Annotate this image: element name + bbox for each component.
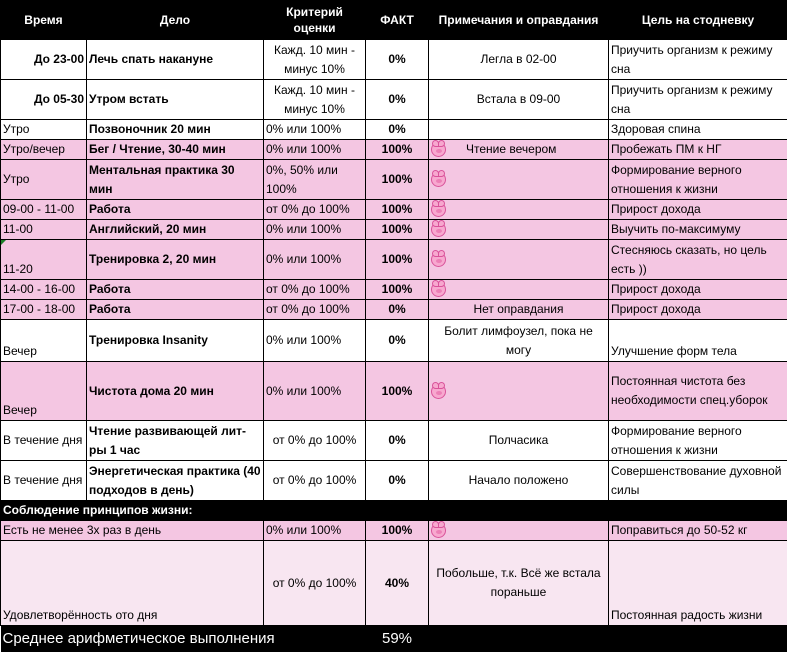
table-row	[1, 320, 787, 362]
cell-time[interactable]: Утро	[1, 120, 87, 140]
pig-sticker-icon	[431, 202, 446, 217]
cell-goal[interactable]: Поправиться до 50-52 кг	[609, 521, 787, 541]
table-row	[1, 362, 787, 421]
cell-notes[interactable]: Побольше, т.к. Всё же встала пораньше	[429, 541, 609, 626]
cell-task[interactable]: Удовлетворённость ото дня	[1, 541, 264, 626]
cell-criterion[interactable]: от 0% до 100%	[264, 541, 366, 626]
cell-goal[interactable]: Стесняюсь сказать, но цель есть ))	[609, 240, 787, 280]
cell-task[interactable]: Тренировка 2, 20 мин	[87, 240, 264, 280]
cell-criterion[interactable]: Кажд. 10 мин - минус 10%	[264, 80, 366, 120]
cell-notes[interactable]	[429, 220, 609, 240]
cell-time[interactable]: Вечер	[1, 362, 87, 421]
cell-goal[interactable]: Совершенствование духовной силы	[609, 461, 787, 501]
comment-marker-icon	[1, 240, 6, 245]
cell-fact[interactable]: 100%	[366, 220, 429, 240]
principles-section-row	[1, 501, 787, 521]
cell-goal[interactable]: Формирование верного отношения к жизни	[609, 421, 787, 461]
cell-criterion[interactable]: от 0% до 100%	[264, 200, 366, 220]
cell-goal[interactable]: Приучить организм к режиму сна	[609, 40, 787, 80]
cell-fact[interactable]: 100%	[366, 280, 429, 300]
cell-goal[interactable]: Прирост дохода	[609, 280, 787, 300]
header-time: Время	[1, 1, 87, 40]
cell-time[interactable]: 09-00 - 11-00	[1, 200, 87, 220]
table-row	[1, 80, 787, 120]
cell-notes[interactable]	[429, 280, 609, 300]
header-criterion: Критерий оценки	[264, 1, 366, 40]
cell-criterion[interactable]: 0% или 100%	[264, 120, 366, 140]
cell-time[interactable]	[1, 240, 87, 280]
cell-fact[interactable]: 0%	[366, 421, 429, 461]
footer-value: 59%	[366, 626, 429, 652]
cell-fact[interactable]: 100%	[366, 521, 429, 541]
cell-task[interactable]: Есть не менее 3х раз в день	[1, 521, 264, 541]
cell-criterion[interactable]: от 0% до 100%	[264, 461, 366, 501]
cell-fact[interactable]: 0%	[366, 40, 429, 80]
cell-time[interactable]: До 05-30	[1, 80, 87, 120]
cell-notes[interactable]	[429, 521, 609, 541]
header-row	[1, 1, 787, 40]
cell-notes[interactable]: Легла в 02-00	[429, 40, 609, 80]
cell-notes[interactable]	[429, 160, 609, 200]
cell-notes[interactable]: Полчасика	[429, 421, 609, 461]
cell-task[interactable]: Английский, 20 мин	[87, 220, 264, 240]
table-row	[1, 220, 787, 240]
cell-notes[interactable]: Нет оправдания	[429, 300, 609, 320]
cell-notes[interactable]	[429, 120, 609, 140]
cell-time[interactable]: В течение дня	[1, 461, 87, 501]
cell-criterion[interactable]: от 0% до 100%	[264, 280, 366, 300]
cell-notes[interactable]	[429, 200, 609, 220]
cell-fact[interactable]: 0%	[366, 300, 429, 320]
header-fact: ФАКТ	[366, 1, 429, 40]
table-row	[1, 461, 787, 501]
cell-criterion[interactable]: от 0% до 100%	[264, 421, 366, 461]
cell-time-text: 11-20	[3, 262, 33, 276]
principles-section-title: Соблюдение принципов жизни:	[1, 501, 787, 521]
pig-sticker-icon	[431, 222, 446, 237]
cell-criterion[interactable]: Кажд. 10 мин - минус 10%	[264, 40, 366, 80]
cell-goal[interactable]: Улучшение форм тела	[609, 320, 787, 362]
pig-sticker-icon	[431, 142, 446, 157]
cell-fact[interactable]: 0%	[366, 461, 429, 501]
cell-time[interactable]: Вечер	[1, 320, 87, 362]
pig-sticker-icon	[431, 282, 446, 297]
cell-time[interactable]: 17-00 - 18-00	[1, 300, 87, 320]
cell-goal[interactable]: Пробежать ПМ к НГ	[609, 140, 787, 160]
cell-criterion[interactable]: 0% или 100%	[264, 240, 366, 280]
cell-task[interactable]: Утром встать	[87, 80, 264, 120]
cell-time[interactable]: В течение дня	[1, 421, 87, 461]
cell-criterion[interactable]: 0% или 100%	[264, 140, 366, 160]
footer-label: Среднее арифметическое выполнения	[1, 626, 366, 652]
cell-goal[interactable]: Прирост дохода	[609, 200, 787, 220]
cell-goal[interactable]: Постоянная радость жизни	[609, 541, 787, 626]
cell-time[interactable]: Утро/вечер	[1, 140, 87, 160]
table-row	[1, 140, 787, 160]
header-goal: Цель на стодневку	[609, 1, 787, 40]
cell-fact[interactable]: 100%	[366, 160, 429, 200]
cell-fact[interactable]: 0%	[366, 120, 429, 140]
header-task: Дело	[87, 1, 264, 40]
cell-goal[interactable]: Приучить организм к режиму сна	[609, 80, 787, 120]
cell-fact[interactable]: 100%	[366, 362, 429, 421]
pig-sticker-icon	[431, 384, 446, 399]
cell-notes[interactable]: Встала в 09-00	[429, 80, 609, 120]
table-row	[1, 421, 787, 461]
table-row	[1, 521, 787, 541]
cell-goal[interactable]: Здоровая спина	[609, 120, 787, 140]
cell-task[interactable]: Работа	[87, 280, 264, 300]
cell-task[interactable]: Работа	[87, 300, 264, 320]
footer-empty	[429, 626, 787, 652]
cell-goal[interactable]: Выучить по-максимуму	[609, 220, 787, 240]
table-row	[1, 200, 787, 220]
table-row	[1, 240, 787, 280]
cell-fact[interactable]: 40%	[366, 541, 429, 626]
pig-sticker-icon	[431, 172, 446, 187]
header-notes: Примечания и оправдания	[429, 1, 609, 40]
pig-sticker-icon	[431, 252, 446, 267]
cell-task[interactable]: Лечь спать накануне	[87, 40, 264, 80]
table-row	[1, 280, 787, 300]
table-row	[1, 120, 787, 140]
cell-goal[interactable]: Постоянная чистота без необходимости спец.уборок	[609, 362, 787, 421]
cell-goal[interactable]: Прирост дохода	[609, 300, 787, 320]
cell-task[interactable]: Чистота дома 20 мин	[87, 362, 264, 421]
cell-task[interactable]: Ментальная практика 30 мин	[87, 160, 264, 200]
cell-time[interactable]: 11-00	[1, 220, 87, 240]
cell-task[interactable]: Чтение развивающей лит-ры 1 час	[87, 421, 264, 461]
cell-notes[interactable]	[429, 140, 609, 160]
table-row	[1, 300, 787, 320]
cell-notes[interactable]	[429, 240, 609, 280]
cell-criterion[interactable]: 0% или 100%	[264, 521, 366, 541]
table-row	[1, 40, 787, 80]
table-row	[1, 160, 787, 200]
cell-fact[interactable]: 0%	[366, 320, 429, 362]
cell-fact[interactable]: 100%	[366, 200, 429, 220]
cell-notes[interactable]: Начало положено	[429, 461, 609, 501]
cell-criterion[interactable]: 0%, 50% или 100%	[264, 160, 366, 200]
notes-text: Чтение вечером	[466, 142, 557, 156]
table-row	[1, 541, 787, 626]
cell-fact[interactable]: 100%	[366, 140, 429, 160]
cell-task[interactable]: Бег / Чтение, 30-40 мин	[87, 140, 264, 160]
cell-time[interactable]: 14-00 - 16-00	[1, 280, 87, 300]
pig-sticker-icon	[431, 523, 446, 538]
cell-time[interactable]: До 23-00	[1, 40, 87, 80]
cell-goal[interactable]: Формирование верного отношения к жизни	[609, 160, 787, 200]
cell-fact[interactable]: 100%	[366, 240, 429, 280]
cell-task[interactable]: Позвоночник 20 мин	[87, 120, 264, 140]
footer-row	[1, 626, 787, 652]
cell-task[interactable]: Тренировка Insanity	[87, 320, 264, 362]
cell-notes[interactable]	[429, 362, 609, 421]
cell-time[interactable]: Утро	[1, 160, 87, 200]
cell-criterion[interactable]: 0% или 100%	[264, 220, 366, 240]
cell-criterion[interactable]: от 0% до 100%	[264, 300, 366, 320]
cell-task[interactable]: Работа	[87, 200, 264, 220]
cell-notes[interactable]: Болит лимфоузел, пока не могу	[429, 320, 609, 362]
cell-fact[interactable]: 0%	[366, 80, 429, 120]
cell-criterion[interactable]: 0% или 100%	[264, 362, 366, 421]
cell-criterion[interactable]: 0% или 100%	[264, 320, 366, 362]
cell-task[interactable]: Энергетическая практика (40 подходов в день)	[87, 461, 264, 501]
